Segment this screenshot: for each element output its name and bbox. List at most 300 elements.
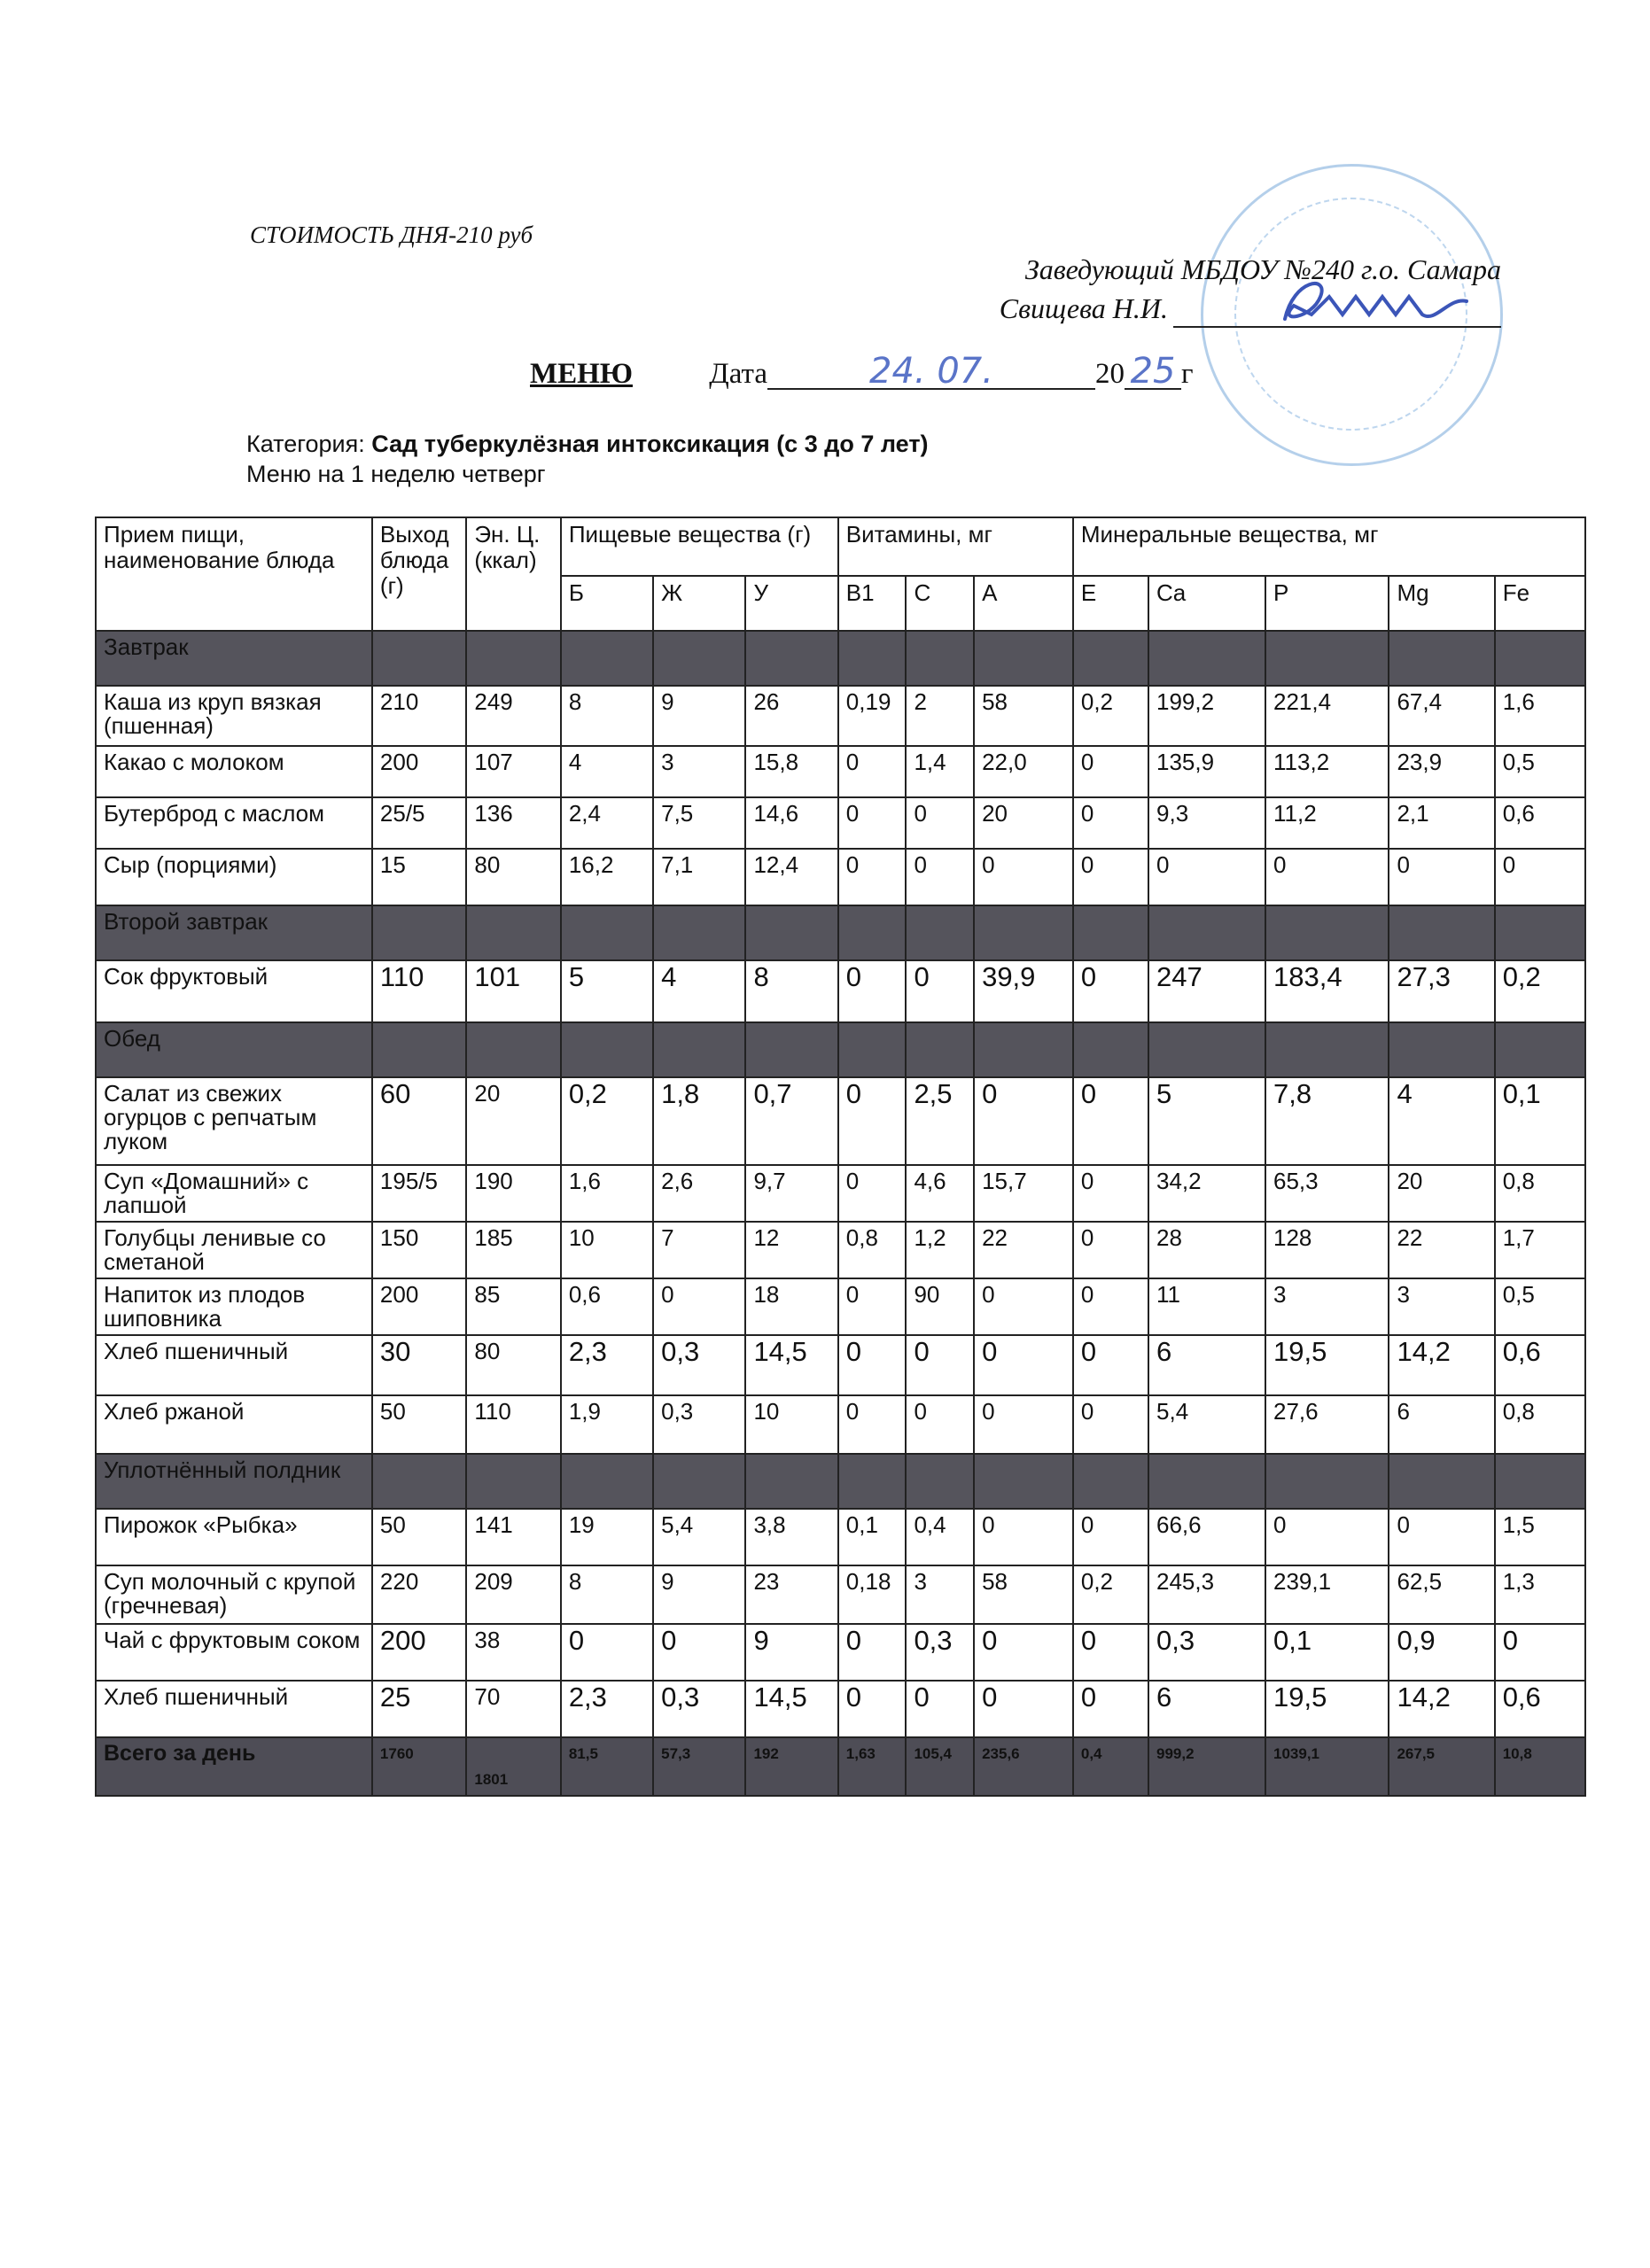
value-cell: 3 <box>653 746 745 797</box>
section-title: Завтрак <box>96 631 372 686</box>
value-cell: 8 <box>561 1565 653 1624</box>
value-cell: 200 <box>372 1278 466 1335</box>
value-cell: 60 <box>372 1077 466 1165</box>
value-cell: 0 <box>1073 1624 1148 1681</box>
value-cell: 0,1 <box>838 1509 907 1565</box>
value-cell: 81,5 <box>561 1737 653 1796</box>
header-energy: Эн. Ц.(ккал) <box>466 517 560 631</box>
value-cell: 26 <box>745 686 837 746</box>
dish-name: Чай с фруктовым соком <box>96 1624 372 1681</box>
value-cell: 1,9 <box>561 1395 653 1454</box>
header-c: C <box>906 576 974 631</box>
value-cell: 38 <box>466 1624 560 1681</box>
table-row <box>96 1165 1585 1222</box>
table-row <box>96 686 1585 746</box>
section-title: Обед <box>96 1022 372 1077</box>
value-cell: 50 <box>372 1395 466 1454</box>
value-cell: 235,6 <box>974 1737 1073 1796</box>
value-cell: 22,0 <box>974 746 1073 797</box>
value-cell: 3 <box>1389 1278 1494 1335</box>
week-line: Меню на 1 неделю четверг <box>246 461 546 487</box>
date-value: 24. 07. <box>767 354 1095 390</box>
value-cell: 245,3 <box>1148 1565 1265 1624</box>
value-cell: 11 <box>1148 1278 1265 1335</box>
value-cell: 0 <box>906 1681 974 1737</box>
section-row-lunch <box>96 1022 1585 1077</box>
value-cell: 0,8 <box>1495 1395 1585 1454</box>
value-cell: 1039,1 <box>1265 1737 1389 1796</box>
value-cell: 1760 <box>372 1737 466 1796</box>
section-empty-cell <box>1265 631 1389 686</box>
value-cell: 1,7 <box>1495 1222 1585 1278</box>
header-vitamins: Витамины, мг <box>838 517 1073 576</box>
value-cell: 0 <box>653 1624 745 1681</box>
value-cell: 2,5 <box>906 1077 974 1165</box>
value-cell: 0,3 <box>653 1681 745 1737</box>
section-empty-cell <box>466 1454 560 1509</box>
table-row <box>96 1222 1585 1278</box>
value-cell: 25 <box>372 1681 466 1737</box>
section-empty-cell <box>561 905 653 960</box>
value-cell: 0,5 <box>1495 1278 1585 1335</box>
value-cell: 999,2 <box>1148 1737 1265 1796</box>
section-empty-cell <box>974 905 1073 960</box>
value-cell: 0,2 <box>561 1077 653 1165</box>
value-cell: 4 <box>653 960 745 1022</box>
value-cell: 6 <box>1389 1395 1494 1454</box>
value-cell: 0 <box>838 1395 907 1454</box>
value-cell: 0 <box>838 1278 907 1335</box>
dish-name: Сыр (порциями) <box>96 849 372 905</box>
value-cell: 9,7 <box>745 1165 837 1222</box>
value-cell: 0 <box>906 797 974 849</box>
section-empty-cell <box>745 905 837 960</box>
section-empty-cell <box>372 905 466 960</box>
section-empty-cell <box>1148 1022 1265 1077</box>
section-empty-cell <box>1073 1454 1148 1509</box>
value-cell: 0,18 <box>838 1565 907 1624</box>
section-empty-cell <box>974 1022 1073 1077</box>
value-cell: 7,8 <box>1265 1077 1389 1165</box>
value-cell: 2,3 <box>561 1335 653 1395</box>
value-cell: 9,3 <box>1148 797 1265 849</box>
section-empty-cell <box>372 1454 466 1509</box>
value-cell: 0 <box>1389 849 1494 905</box>
value-cell: 1,2 <box>906 1222 974 1278</box>
year-prefix: 20 <box>1095 358 1125 390</box>
section-empty-cell <box>906 1454 974 1509</box>
value-cell: 192 <box>745 1737 837 1796</box>
section-empty-cell <box>745 1454 837 1509</box>
value-cell: 9 <box>653 1565 745 1624</box>
menu-date-line <box>530 351 1194 392</box>
value-cell: 0,8 <box>1495 1165 1585 1222</box>
value-cell: 0 <box>974 849 1073 905</box>
value-cell: 1,5 <box>1495 1509 1585 1565</box>
value-cell: 221,4 <box>1265 686 1389 746</box>
section-empty-cell <box>653 905 745 960</box>
value-cell: 0 <box>974 1395 1073 1454</box>
value-cell: 5 <box>1148 1077 1265 1165</box>
value-cell: 0 <box>906 960 974 1022</box>
table-row <box>96 960 1585 1022</box>
value-cell: 27,3 <box>1389 960 1494 1022</box>
value-cell: 7,5 <box>653 797 745 849</box>
dish-name: Напиток из плодов шиповника <box>96 1278 372 1335</box>
menu-title: МЕНЮ <box>530 358 633 390</box>
header-carbs: У <box>745 576 837 631</box>
value-cell: 0,1 <box>1495 1077 1585 1165</box>
value-cell: 67,4 <box>1389 686 1494 746</box>
section-row-snack <box>96 1454 1585 1509</box>
value-cell: 2,6 <box>653 1165 745 1222</box>
value-cell: 0,9 <box>1389 1624 1494 1681</box>
dish-name: Хлеб пшеничный <box>96 1681 372 1737</box>
value-cell: 0,6 <box>1495 1335 1585 1395</box>
value-cell: 1,6 <box>561 1165 653 1222</box>
value-cell: 0 <box>838 960 907 1022</box>
value-cell: 1,8 <box>653 1077 745 1165</box>
header-minerals: Минеральные вещества, мг <box>1073 517 1585 576</box>
header-yield: Выход блюда (г) <box>372 517 466 631</box>
value-cell: 0 <box>1148 849 1265 905</box>
value-cell: 0 <box>653 1278 745 1335</box>
value-cell: 14,6 <box>745 797 837 849</box>
value-cell: 3,8 <box>745 1509 837 1565</box>
value-cell: 10 <box>745 1395 837 1454</box>
section-empty-cell <box>1389 1022 1494 1077</box>
value-cell: 18 <box>745 1278 837 1335</box>
value-cell: 209 <box>466 1565 560 1624</box>
header-meal: Прием пищи, наименование блюда <box>96 517 372 631</box>
value-cell: 0 <box>1073 1222 1148 1278</box>
section-empty-cell <box>838 631 907 686</box>
table-row <box>96 1395 1585 1454</box>
value-cell: 0 <box>1495 1624 1585 1681</box>
value-cell: 14,5 <box>745 1681 837 1737</box>
value-cell: 80 <box>466 1335 560 1395</box>
value-cell: 0,5 <box>1495 746 1585 797</box>
value-cell: 0,3 <box>653 1395 745 1454</box>
section-empty-cell <box>974 631 1073 686</box>
value-cell: 50 <box>372 1509 466 1565</box>
value-cell: 107 <box>466 746 560 797</box>
value-cell: 9 <box>653 686 745 746</box>
value-cell: 10,8 <box>1495 1737 1585 1796</box>
value-cell: 9 <box>745 1624 837 1681</box>
value-cell: 190 <box>466 1165 560 1222</box>
value-cell: 135,9 <box>1148 746 1265 797</box>
value-cell: 0,4 <box>906 1509 974 1565</box>
value-cell: 1,3 <box>1495 1565 1585 1624</box>
value-cell: 2,3 <box>561 1681 653 1737</box>
total-row <box>96 1737 1585 1796</box>
value-cell: 12 <box>745 1222 837 1278</box>
value-cell: 11,2 <box>1265 797 1389 849</box>
menu-table <box>95 517 1586 1797</box>
value-cell: 19,5 <box>1265 1681 1389 1737</box>
value-cell: 7,1 <box>653 849 745 905</box>
dish-name: Пирожок «Рыбка» <box>96 1509 372 1565</box>
value-cell: 183,4 <box>1265 960 1389 1022</box>
value-cell: 8 <box>561 686 653 746</box>
section-title: Уплотнённый полдник <box>96 1454 372 1509</box>
value-cell: 2 <box>906 686 974 746</box>
value-cell: 141 <box>466 1509 560 1565</box>
header-mg: Mg <box>1389 576 1494 631</box>
value-cell: 20 <box>466 1077 560 1165</box>
value-cell: 80 <box>466 849 560 905</box>
section-empty-cell <box>653 631 745 686</box>
header-e: E <box>1073 576 1148 631</box>
section-empty-cell <box>466 1022 560 1077</box>
value-cell: 0 <box>1073 1278 1148 1335</box>
value-cell: 210 <box>372 686 466 746</box>
header-p: P <box>1265 576 1389 631</box>
value-cell: 19 <box>561 1509 653 1565</box>
value-cell: 3 <box>906 1565 974 1624</box>
value-cell: 0 <box>1073 1077 1148 1165</box>
value-cell: 0,19 <box>838 686 907 746</box>
value-cell: 136 <box>466 797 560 849</box>
value-cell: 128 <box>1265 1222 1389 1278</box>
value-cell: 1801 <box>466 1737 560 1796</box>
value-cell: 0 <box>838 1335 907 1395</box>
value-cell: 4 <box>1389 1077 1494 1165</box>
section-empty-cell <box>1389 905 1494 960</box>
section-empty-cell <box>653 1022 745 1077</box>
value-cell: 0 <box>974 1077 1073 1165</box>
value-cell: 15 <box>372 849 466 905</box>
value-cell: 195/5 <box>372 1165 466 1222</box>
value-cell: 0 <box>974 1681 1073 1737</box>
value-cell: 20 <box>1389 1165 1494 1222</box>
year-value: 25 <box>1125 354 1181 390</box>
value-cell: 22 <box>974 1222 1073 1278</box>
value-cell: 20 <box>974 797 1073 849</box>
dish-name: Суп молочный с крупой (гречневая) <box>96 1565 372 1624</box>
value-cell: 0 <box>974 1278 1073 1335</box>
value-cell: 22 <box>1389 1222 1494 1278</box>
section-row-second-breakfast <box>96 905 1585 960</box>
section-empty-cell <box>1495 631 1585 686</box>
value-cell: 39,9 <box>974 960 1073 1022</box>
section-empty-cell <box>1148 905 1265 960</box>
value-cell: 58 <box>974 1565 1073 1624</box>
value-cell: 62,5 <box>1389 1565 1494 1624</box>
value-cell: 0 <box>974 1335 1073 1395</box>
value-cell: 25/5 <box>372 797 466 849</box>
total-label: Всего за день <box>96 1737 372 1796</box>
value-cell: 0 <box>1265 1509 1389 1565</box>
value-cell: 14,5 <box>745 1335 837 1395</box>
value-cell: 7 <box>653 1222 745 1278</box>
value-cell: 0,6 <box>561 1278 653 1335</box>
value-cell: 0 <box>906 849 974 905</box>
value-cell: 15,8 <box>745 746 837 797</box>
date-label: Дата <box>709 358 768 390</box>
section-empty-cell <box>1073 1022 1148 1077</box>
section-empty-cell <box>1265 1454 1389 1509</box>
value-cell: 0 <box>838 1165 907 1222</box>
value-cell: 14,2 <box>1389 1681 1494 1737</box>
value-cell: 0 <box>1389 1509 1494 1565</box>
section-empty-cell <box>466 905 560 960</box>
value-cell: 1,6 <box>1495 686 1585 746</box>
section-empty-cell <box>838 905 907 960</box>
table-row <box>96 1681 1585 1737</box>
dish-name: Хлеб ржаной <box>96 1395 372 1454</box>
table-row <box>96 849 1585 905</box>
category-value: Сад туберкулёзная интоксикация (с 3 до 7 лет) <box>371 431 929 457</box>
section-empty-cell <box>906 905 974 960</box>
value-cell: 0 <box>838 1681 907 1737</box>
value-cell: 247 <box>1148 960 1265 1022</box>
value-cell: 0,1 <box>1265 1624 1389 1681</box>
value-cell: 5,4 <box>1148 1395 1265 1454</box>
table-row <box>96 746 1585 797</box>
value-cell: 12,4 <box>745 849 837 905</box>
section-row-breakfast <box>96 631 1585 686</box>
section-empty-cell <box>561 1022 653 1077</box>
section-empty-cell <box>1495 1454 1585 1509</box>
header-ca: Ca <box>1148 576 1265 631</box>
value-cell: 0 <box>1073 1395 1148 1454</box>
value-cell: 0 <box>1073 1509 1148 1565</box>
table-row <box>96 1624 1585 1681</box>
value-cell: 267,5 <box>1389 1737 1494 1796</box>
section-empty-cell <box>653 1454 745 1509</box>
value-cell: 90 <box>906 1278 974 1335</box>
value-cell: 27,6 <box>1265 1395 1389 1454</box>
value-cell: 0 <box>1073 797 1148 849</box>
value-cell: 239,1 <box>1265 1565 1389 1624</box>
value-cell: 110 <box>466 1395 560 1454</box>
value-cell: 3 <box>1265 1278 1389 1335</box>
value-cell: 0 <box>906 1395 974 1454</box>
value-cell: 0 <box>1073 849 1148 905</box>
value-cell: 5,4 <box>653 1509 745 1565</box>
director-name: Свищева Н.И. <box>999 292 1168 324</box>
section-empty-cell <box>1073 905 1148 960</box>
section-empty-cell <box>372 1022 466 1077</box>
value-cell: 0,7 <box>745 1077 837 1165</box>
value-cell: 0,3 <box>906 1624 974 1681</box>
value-cell: 0 <box>1265 849 1389 905</box>
section-empty-cell <box>1495 1022 1585 1077</box>
value-cell: 2,4 <box>561 797 653 849</box>
value-cell: 66,6 <box>1148 1509 1265 1565</box>
header-nutrients: Пищевые вещества (г) <box>561 517 838 576</box>
section-empty-cell <box>466 631 560 686</box>
table-header-row <box>96 517 1585 576</box>
dish-name: Голубцы ленивые со сметаной <box>96 1222 372 1278</box>
value-cell: 30 <box>372 1335 466 1395</box>
dish-name: Салат из свежих огурцов с репчатым луком <box>96 1077 372 1165</box>
value-cell: 10 <box>561 1222 653 1278</box>
value-cell: 0 <box>838 849 907 905</box>
value-cell: 4 <box>561 746 653 797</box>
header-protein: Б <box>561 576 653 631</box>
section-empty-cell <box>1389 1454 1494 1509</box>
value-cell: 0,6 <box>1495 797 1585 849</box>
value-cell: 19,5 <box>1265 1335 1389 1395</box>
director-title: Заведующий МБДОУ №240 г.о. Самара <box>1024 253 1501 285</box>
value-cell: 70 <box>466 1681 560 1737</box>
header-b1: B1 <box>838 576 907 631</box>
year-suffix: г <box>1181 358 1194 390</box>
section-empty-cell <box>1389 631 1494 686</box>
section-empty-cell <box>906 1022 974 1077</box>
value-cell: 249 <box>466 686 560 746</box>
value-cell: 113,2 <box>1265 746 1389 797</box>
value-cell: 0,2 <box>1073 686 1148 746</box>
dish-name: Хлеб пшеничный <box>96 1335 372 1395</box>
table-row <box>96 1077 1585 1165</box>
dish-name: Сок фруктовый <box>96 960 372 1022</box>
table-row <box>96 1509 1585 1565</box>
section-empty-cell <box>838 1454 907 1509</box>
section-empty-cell <box>1073 631 1148 686</box>
value-cell: 105,4 <box>906 1737 974 1796</box>
director-name-line <box>1000 289 1501 328</box>
section-empty-cell <box>372 631 466 686</box>
value-cell: 0 <box>838 1624 907 1681</box>
section-empty-cell <box>1265 905 1389 960</box>
table-row <box>96 1335 1585 1395</box>
section-empty-cell <box>745 1022 837 1077</box>
section-title: Второй завтрак <box>96 905 372 960</box>
value-cell: 0,2 <box>1073 1565 1148 1624</box>
section-empty-cell <box>1148 1454 1265 1509</box>
value-cell: 200 <box>372 1624 466 1681</box>
value-cell: 0 <box>838 797 907 849</box>
value-cell: 199,2 <box>1148 686 1265 746</box>
value-cell: 0 <box>974 1624 1073 1681</box>
section-empty-cell <box>745 631 837 686</box>
value-cell: 6 <box>1148 1335 1265 1395</box>
value-cell: 0 <box>1073 1335 1148 1395</box>
value-cell: 0,8 <box>838 1222 907 1278</box>
table-row <box>96 1278 1585 1335</box>
dish-name: Какао с молоком <box>96 746 372 797</box>
value-cell: 23 <box>745 1565 837 1624</box>
value-cell: 0 <box>1073 1681 1148 1737</box>
value-cell: 85 <box>466 1278 560 1335</box>
value-cell: 0,3 <box>1148 1624 1265 1681</box>
section-empty-cell <box>838 1022 907 1077</box>
header-a: A <box>974 576 1073 631</box>
value-cell: 23,9 <box>1389 746 1494 797</box>
header-fat: Ж <box>653 576 745 631</box>
value-cell: 16,2 <box>561 849 653 905</box>
value-cell: 5 <box>561 960 653 1022</box>
value-cell: 4,6 <box>906 1165 974 1222</box>
section-empty-cell <box>1495 905 1585 960</box>
value-cell: 0,3 <box>653 1335 745 1395</box>
value-cell: 57,3 <box>653 1737 745 1796</box>
value-cell: 0 <box>906 1335 974 1395</box>
value-cell: 58 <box>974 686 1073 746</box>
section-empty-cell <box>561 1454 653 1509</box>
dish-name: Бутерброд с маслом <box>96 797 372 849</box>
value-cell: 14,2 <box>1389 1335 1494 1395</box>
value-cell: 220 <box>372 1565 466 1624</box>
category-block <box>246 429 929 489</box>
value-cell: 0 <box>838 1077 907 1165</box>
section-empty-cell <box>1148 631 1265 686</box>
value-cell: 28 <box>1148 1222 1265 1278</box>
